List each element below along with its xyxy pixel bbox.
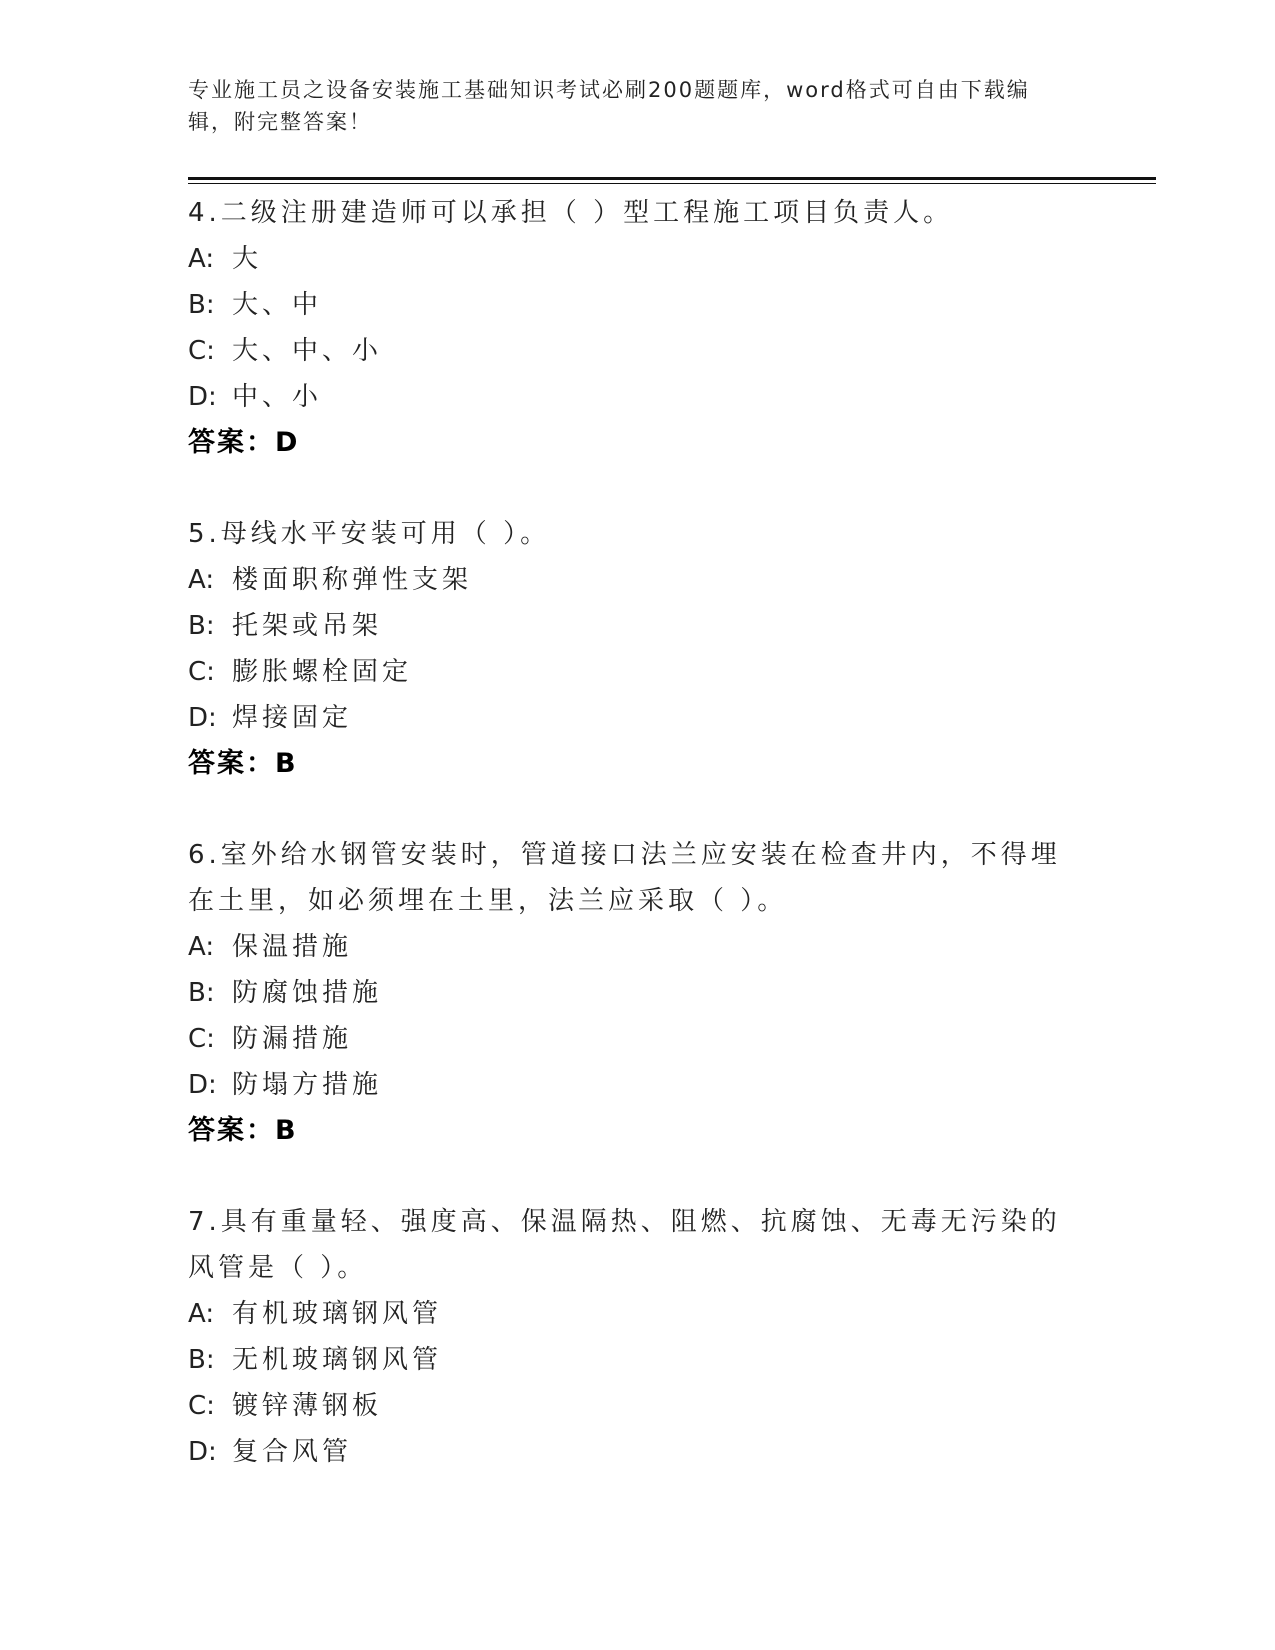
option-letter: B: (188, 611, 215, 641)
header-divider-thin (188, 183, 1156, 184)
option-text: 复合风管 (232, 1437, 353, 1467)
option-letter: B: (188, 978, 215, 1008)
option-text: 大 (232, 244, 263, 274)
option-a (188, 924, 1068, 970)
option-d (188, 1062, 1068, 1108)
option-c (188, 328, 1068, 374)
option-text: 焊接固定 (232, 703, 353, 733)
question-7 (188, 1199, 1068, 1475)
option-b (188, 1337, 1068, 1383)
option-a (188, 557, 1068, 603)
answer-line: 答案：B (188, 1115, 298, 1146)
option-c (188, 1383, 1068, 1429)
option-letter: C: (188, 1391, 215, 1421)
option-text: 大、中 (232, 290, 323, 320)
option-text: 托架或吊架 (232, 611, 383, 641)
option-letter: A: (188, 565, 215, 595)
option-text: 保温措施 (232, 932, 353, 962)
option-letter: D: (188, 703, 217, 733)
option-text: 有机玻璃钢风管 (232, 1299, 443, 1329)
option-text: 楼面职称弹性支架 (232, 565, 473, 595)
option-c (188, 1016, 1068, 1062)
question-list (188, 190, 1068, 1520)
option-letter: C: (188, 1024, 215, 1054)
option-d (188, 695, 1068, 741)
option-b (188, 282, 1068, 328)
option-text: 无机玻璃钢风管 (232, 1345, 443, 1375)
option-letter: C: (188, 336, 215, 366)
option-text: 防塌方措施 (232, 1070, 383, 1100)
option-letter: D: (188, 1070, 217, 1100)
question-stem: 5.母线水平安装可用（ ）。 (188, 519, 551, 549)
option-letter: B: (188, 1345, 215, 1375)
question-6 (188, 832, 1068, 1154)
option-letter: A: (188, 244, 215, 274)
option-letter: A: (188, 932, 215, 962)
document-header-title: 专业施工员之设备安装施工基础知识考试必刷200题题库，word格式可自由下载编辑，附完整答案！ (188, 78, 1030, 134)
option-text: 防腐蚀措施 (232, 978, 383, 1008)
answer-line: 答案：D (188, 427, 300, 458)
header-divider-thick (188, 177, 1156, 180)
option-text: 膨胀螺栓固定 (232, 657, 413, 687)
option-letter: B: (188, 290, 215, 320)
option-d (188, 1429, 1068, 1475)
question-stem: 7.具有重量轻、强度高、保温隔热、阻燃、抗腐蚀、无毒无污染的风管是（ ）。 (188, 1207, 1061, 1283)
question-4 (188, 190, 1068, 466)
option-d (188, 374, 1068, 420)
option-c (188, 649, 1068, 695)
question-stem: 4.二级注册建造师可以承担（ ）型工程施工项目负责人。 (188, 198, 954, 228)
option-a (188, 236, 1068, 282)
option-text: 大、中、小 (232, 336, 383, 366)
option-letter: C: (188, 657, 215, 687)
option-letter: D: (188, 1437, 217, 1467)
question-5 (188, 511, 1068, 787)
option-letter: D: (188, 382, 217, 412)
option-text: 防漏措施 (232, 1024, 353, 1054)
question-stem: 6.室外给水钢管安装时，管道接口法兰应安装在检查井内，不得埋在土里，如必须埋在土里，法兰应采取（ ）。 (188, 840, 1061, 916)
option-text: 中、小 (232, 382, 323, 412)
option-letter: A: (188, 1299, 215, 1329)
option-b (188, 970, 1068, 1016)
option-text: 镀锌薄钢板 (232, 1391, 383, 1421)
option-a (188, 1291, 1068, 1337)
answer-line: 答案：B (188, 748, 298, 779)
option-b (188, 603, 1068, 649)
